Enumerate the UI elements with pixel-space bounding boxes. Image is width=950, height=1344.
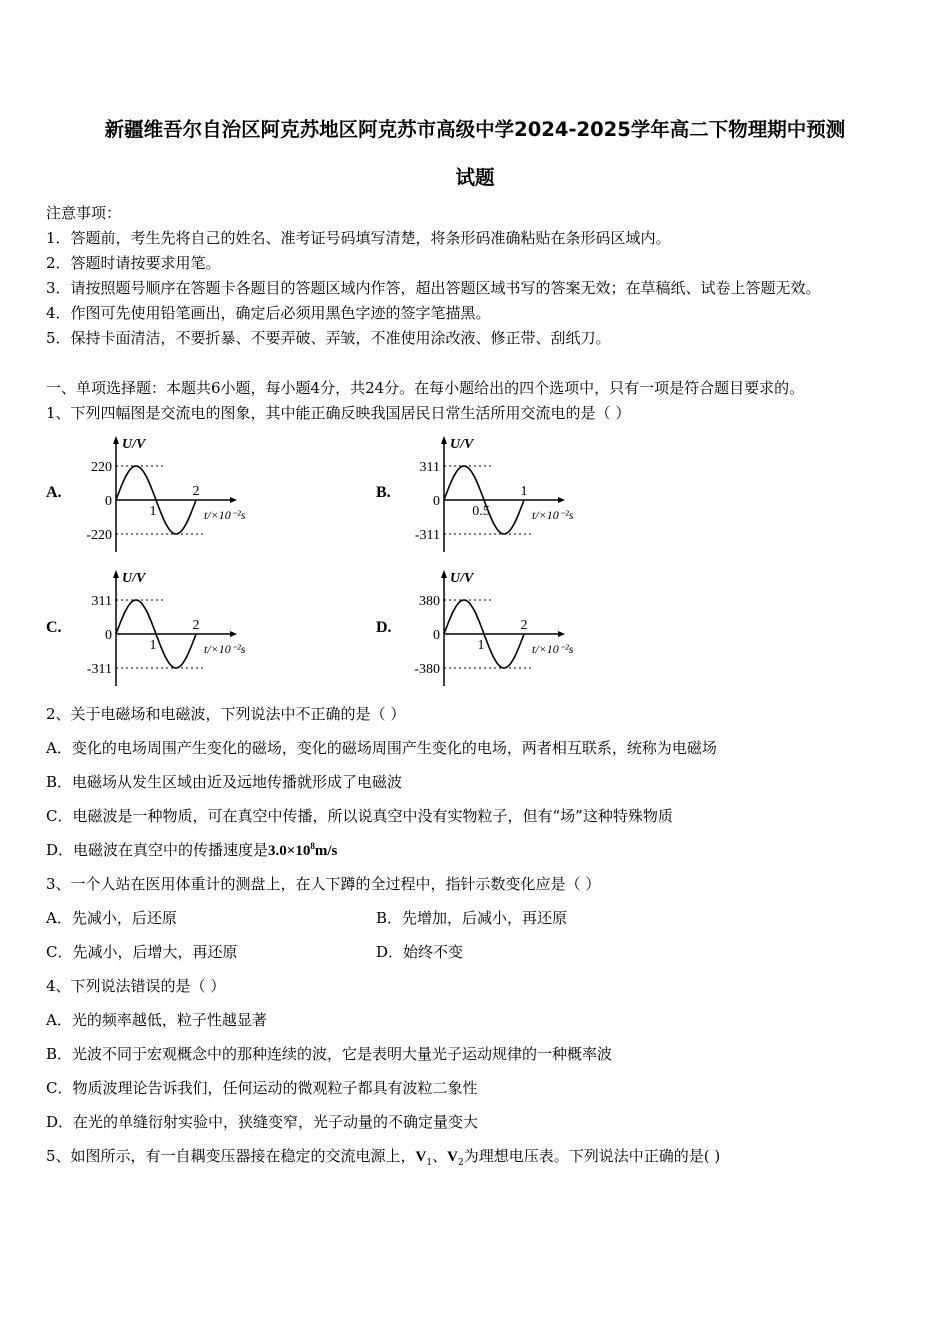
peak-tick-label: 311 <box>419 460 440 475</box>
q1-option-b-graph <box>400 432 590 557</box>
q1-option-c-graph <box>72 566 262 691</box>
q4-option-d: D．在光的单缝衍射实验中，狭缝变窄，光子动量的不确定量变大 <box>46 1113 479 1131</box>
half-period-tick-label: 0.5 <box>472 504 490 519</box>
trough-tick-label: -311 <box>86 662 112 677</box>
zero-tick-label: 0 <box>105 628 112 643</box>
q5-v1-sub: 1 <box>426 1158 433 1168</box>
q5-stem <box>46 1145 720 1168</box>
q3-stem: 3、一个人站在医用体重计的测盘上，在人下蹲的全过程中，指针示数变化应是（ ） <box>46 875 601 893</box>
q5-v2: V <box>447 1149 458 1165</box>
y-axis-label: U/V <box>450 437 474 452</box>
q1-option-d-label: D. <box>376 619 392 636</box>
period-tick-label: 1 <box>520 484 528 499</box>
zero-tick-label: 0 <box>433 494 440 509</box>
notice-item: 4．作图可先使用铅笔画出，确定后必须用黑色字迹的签字笔描黑。 <box>46 304 491 322</box>
x-axis-label: t/×10⁻²s <box>204 642 246 656</box>
half-period-tick-label: 1 <box>477 638 485 653</box>
q5-v2-sub: 2 <box>457 1158 464 1168</box>
period-tick-label: 2 <box>520 618 528 633</box>
q4-option-a: A．光的频率越低，粒子性越显著 <box>46 1011 267 1029</box>
notice-item: 2．答题时请按要求用笔。 <box>46 254 221 272</box>
x-axis-arrow <box>558 631 565 637</box>
q1-option-a-graph <box>72 432 262 557</box>
q2-option-a: A．变化的电场周围产生变化的磁场，变化的磁场周围产生变化的电场，两者相互联系，统称为电磁场 <box>46 739 717 757</box>
trough-tick-label: -311 <box>414 528 440 543</box>
y-axis-label: U/V <box>450 571 474 586</box>
period-tick-label: 2 <box>192 618 200 633</box>
notice-heading: 注意事项： <box>46 204 122 222</box>
peak-tick-label: 311 <box>91 594 112 609</box>
q4-stem: 4、下列说法错误的是（ ） <box>46 977 226 995</box>
q2-d-exponent: 8 <box>310 841 315 851</box>
q2-option-b: B．电磁场从发生区域由近及远地传播就形成了电磁波 <box>46 773 403 791</box>
q1-option-c-label: C. <box>46 619 62 636</box>
x-axis-arrow <box>558 497 565 503</box>
y-axis-arrow <box>113 570 119 578</box>
q1-option-a-label: A. <box>46 484 62 501</box>
trough-tick-label: -380 <box>414 662 440 677</box>
notice-item: 5．保持卡面清洁，不要折暴、不要弄破、弄皱，不准使用涂改液、修正带、刮纸刀。 <box>46 329 611 347</box>
title-line-2: 试题 <box>455 166 495 189</box>
q5-text-end: 为理想电压表。下列说法中正确的是( ) <box>463 1147 721 1165</box>
q5-v1: V <box>415 1149 427 1165</box>
y-axis-arrow <box>441 570 447 578</box>
period-tick-label: 2 <box>192 484 200 499</box>
x-axis-arrow <box>230 497 237 503</box>
q4-option-b: B．光波不同于宏观概念中的那种连续的波，它是表明大量光子运动规律的一种概率波 <box>46 1045 613 1063</box>
q3-option-d: D．始终不变 <box>376 943 464 961</box>
q3-option-b: B．先增加，后减小，再还原 <box>376 909 568 927</box>
zero-tick-label: 0 <box>105 494 112 509</box>
x-axis-arrow <box>230 631 237 637</box>
y-axis-arrow <box>113 436 119 444</box>
q3-option-a: A．先减小，后还原 <box>46 909 177 927</box>
notice-item: 1．答题前，考生先将自己的姓名、准考证号码填写清楚，将条形码准确粘贴在条形码区域内。 <box>46 229 671 247</box>
y-axis-arrow <box>441 436 447 444</box>
half-period-tick-label: 1 <box>149 638 157 653</box>
q2-d-unit: m/s <box>314 843 338 859</box>
y-axis-label: U/V <box>122 571 146 586</box>
q2-option-c: C．电磁波是一种物质，可在真空中传播，所以说真空中没有实物粒子，但有“场”这种特殊物质 <box>46 807 673 825</box>
x-axis-label: t/×10⁻²s <box>204 508 246 522</box>
q2-d-text: D．电磁波在真空中的传播速度是 <box>46 841 269 859</box>
q5-sep: 、 <box>432 1147 448 1165</box>
half-period-tick-label: 1 <box>149 504 157 519</box>
section-heading: 一、单项选择题：本题共6小题，每小题4分，共24分。在每小题给出的四个选项中，只有一项是符合题目要求的。 <box>46 379 805 397</box>
q2-d-value: 3.0×10 <box>268 843 311 859</box>
trough-tick-label: -220 <box>86 528 112 543</box>
zero-tick-label: 0 <box>433 628 440 643</box>
q1-option-d-graph <box>400 566 590 691</box>
q2-stem: 2、关于电磁场和电磁波，下列说法中不正确的是（ ） <box>46 705 406 723</box>
peak-tick-label: 380 <box>419 594 440 609</box>
q3-option-c: C．先减小，后增大，再还原 <box>46 943 238 961</box>
peak-tick-label: 220 <box>91 460 112 475</box>
q4-option-c: C．物质波理论告诉我们，任何运动的微观粒子都具有波粒二象性 <box>46 1079 478 1097</box>
y-axis-label: U/V <box>122 437 146 452</box>
q5-text: 5、如图所示，有一自耦变压器接在稳定的交流电源上， <box>46 1147 416 1165</box>
x-axis-label: t/×10⁻²s <box>532 508 574 522</box>
q1-option-b-label: B. <box>376 484 391 501</box>
notice-item: 3．请按照题号顺序在答题卡各题目的答题区域内作答，超出答题区域书写的答案无效；在草稿纸、试卷上答题无效。 <box>46 279 821 297</box>
x-axis-label: t/×10⁻²s <box>532 642 574 656</box>
q2-option-d <box>46 839 337 860</box>
q1-stem: 1、下列四幅图是交流电的图象，其中能正确反映我国居民日常生活所用交流电的是（ ） <box>46 404 631 422</box>
title-line-1: 新疆维吾尔自治区阿克苏地区阿克苏市高级中学2024-2025学年高二下物理期中预测 <box>104 118 846 141</box>
